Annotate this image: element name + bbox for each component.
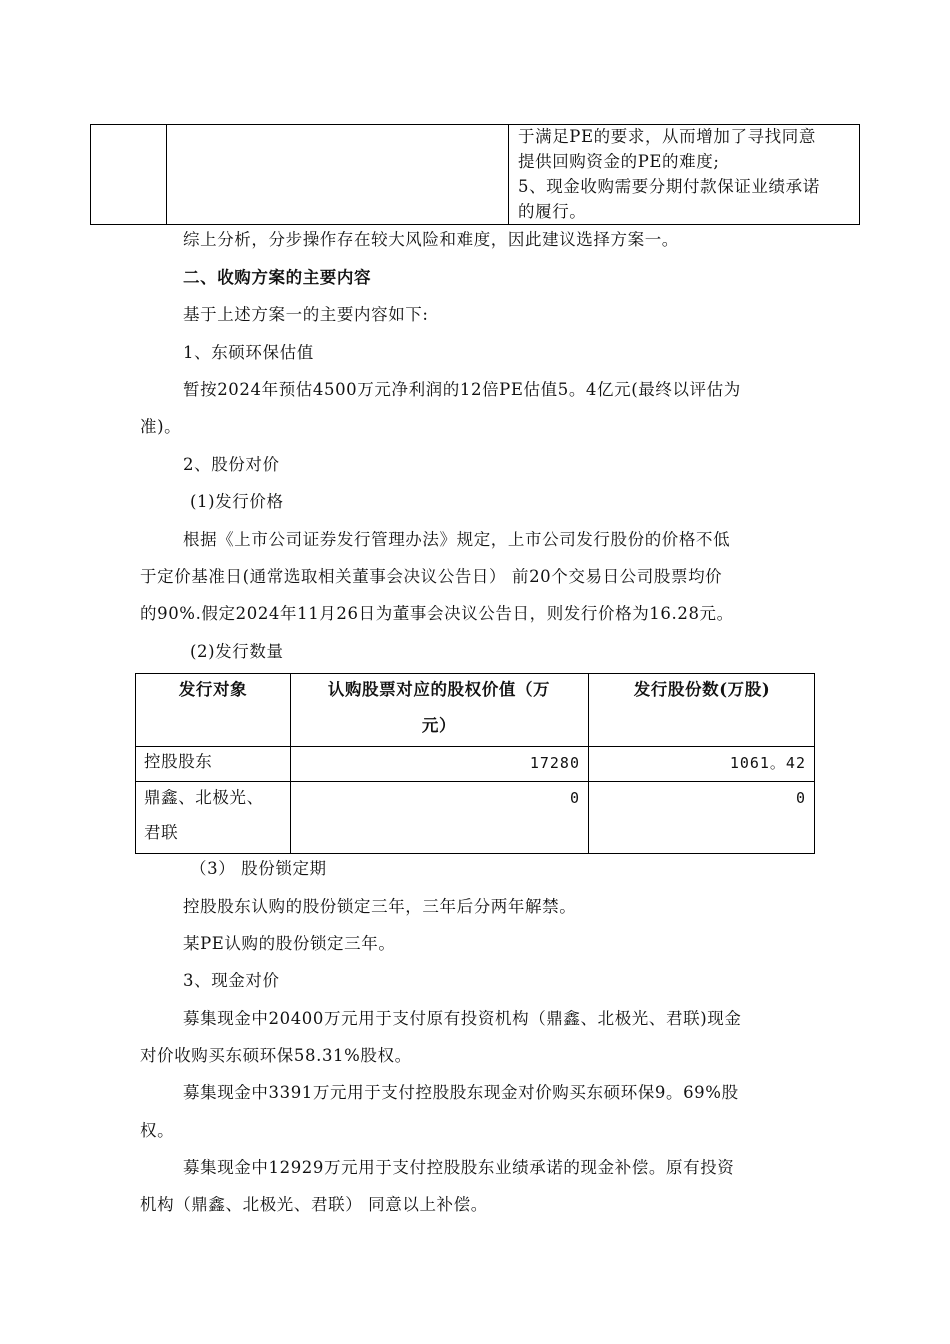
row-shares: 1061。42: [729, 754, 806, 772]
row-target: 鼎鑫、北极光、: [144, 788, 264, 807]
cash-line: 对价收购买东硕环保58.31%股权。: [140, 1046, 412, 1065]
sub-heading: （3） 股份锁定期: [190, 859, 327, 878]
table-column-divider: [166, 125, 167, 224]
item-heading: 1、东硕环保估值: [183, 343, 314, 362]
row-target: 控股股东: [144, 752, 213, 771]
header-shares: 发行股份数(万股): [633, 680, 771, 699]
price-line: 于定价基准日(通常选取相关董事会决议公告日） 前20个交易日公司股票均价: [140, 567, 723, 586]
table-cell-line: 于满足PE的要求，从而增加了寻找同意: [518, 127, 816, 146]
valuation-line: 暂按2024年预估4500万元净利润的12倍PE估值5。4亿元(最终以评估为: [183, 380, 741, 399]
cash-line: 募集现金中3391万元用于支付控股股东现金对价购买东硕环保9。69%股: [183, 1083, 739, 1102]
lock-line: 控股股东认购的股份锁定三年，三年后分两年解禁。: [183, 897, 577, 916]
item-heading: 3、现金对价: [183, 971, 280, 990]
table-column-divider: [290, 674, 291, 853]
table-row-divider: [136, 781, 814, 782]
table-column-divider: [588, 674, 589, 853]
price-line: 的90%.假定2024年11月26日为董事会决议公告日，则发行价格为16.28元。: [140, 604, 734, 623]
sub-heading: (1)发行价格: [190, 492, 284, 511]
cash-line: 机构（鼎鑫、北极光、君联） 同意以上补偿。: [140, 1195, 488, 1214]
lock-line: 某PE认购的股份锁定三年。: [183, 934, 396, 953]
table-cell-line: 5、现金收购需要分期付款保证业绩承诺: [518, 177, 820, 196]
table-cell-line: 提供回购资金的PE的难度;: [518, 152, 720, 171]
row-shares: 0: [795, 789, 806, 807]
header-value: 认购股票对应的股权价值（万: [327, 680, 551, 699]
conclusion-paragraph: 综上分析，分步操作存在较大风险和难度，因此建议选择方案一。: [183, 230, 679, 249]
sub-heading: (2)发行数量: [190, 642, 284, 661]
section-heading: 二、收购方案的主要内容: [183, 268, 372, 287]
table-column-divider: [508, 125, 509, 224]
header-value-unit: 元）: [421, 716, 457, 735]
item-heading: 2、股份对价: [183, 455, 280, 474]
issuance-table: [135, 673, 815, 854]
table-row-divider: [136, 746, 814, 747]
cash-line: 募集现金中20400万元用于支付原有投资机构（鼎鑫、北极光、君联)现金: [183, 1009, 742, 1028]
cash-line: 权。: [140, 1121, 175, 1140]
cash-line: 募集现金中12929万元用于支付控股股东业绩承诺的现金补偿。原有投资: [183, 1158, 735, 1177]
row-target: 君联: [144, 823, 179, 842]
price-line: 根据《上市公司证券发行管理办法》规定，上市公司发行股份的价格不低: [183, 530, 731, 549]
row-value: 17280: [529, 754, 580, 772]
continued-table: [90, 124, 860, 225]
intro-paragraph: 基于上述方案一的主要内容如下:: [183, 305, 429, 324]
header-target: 发行对象: [178, 680, 248, 699]
table-cell-text: [518, 124, 858, 224]
table-cell-line: 的履行。: [518, 202, 587, 221]
row-value: 0: [569, 789, 580, 807]
valuation-line: 准)。: [140, 417, 182, 436]
